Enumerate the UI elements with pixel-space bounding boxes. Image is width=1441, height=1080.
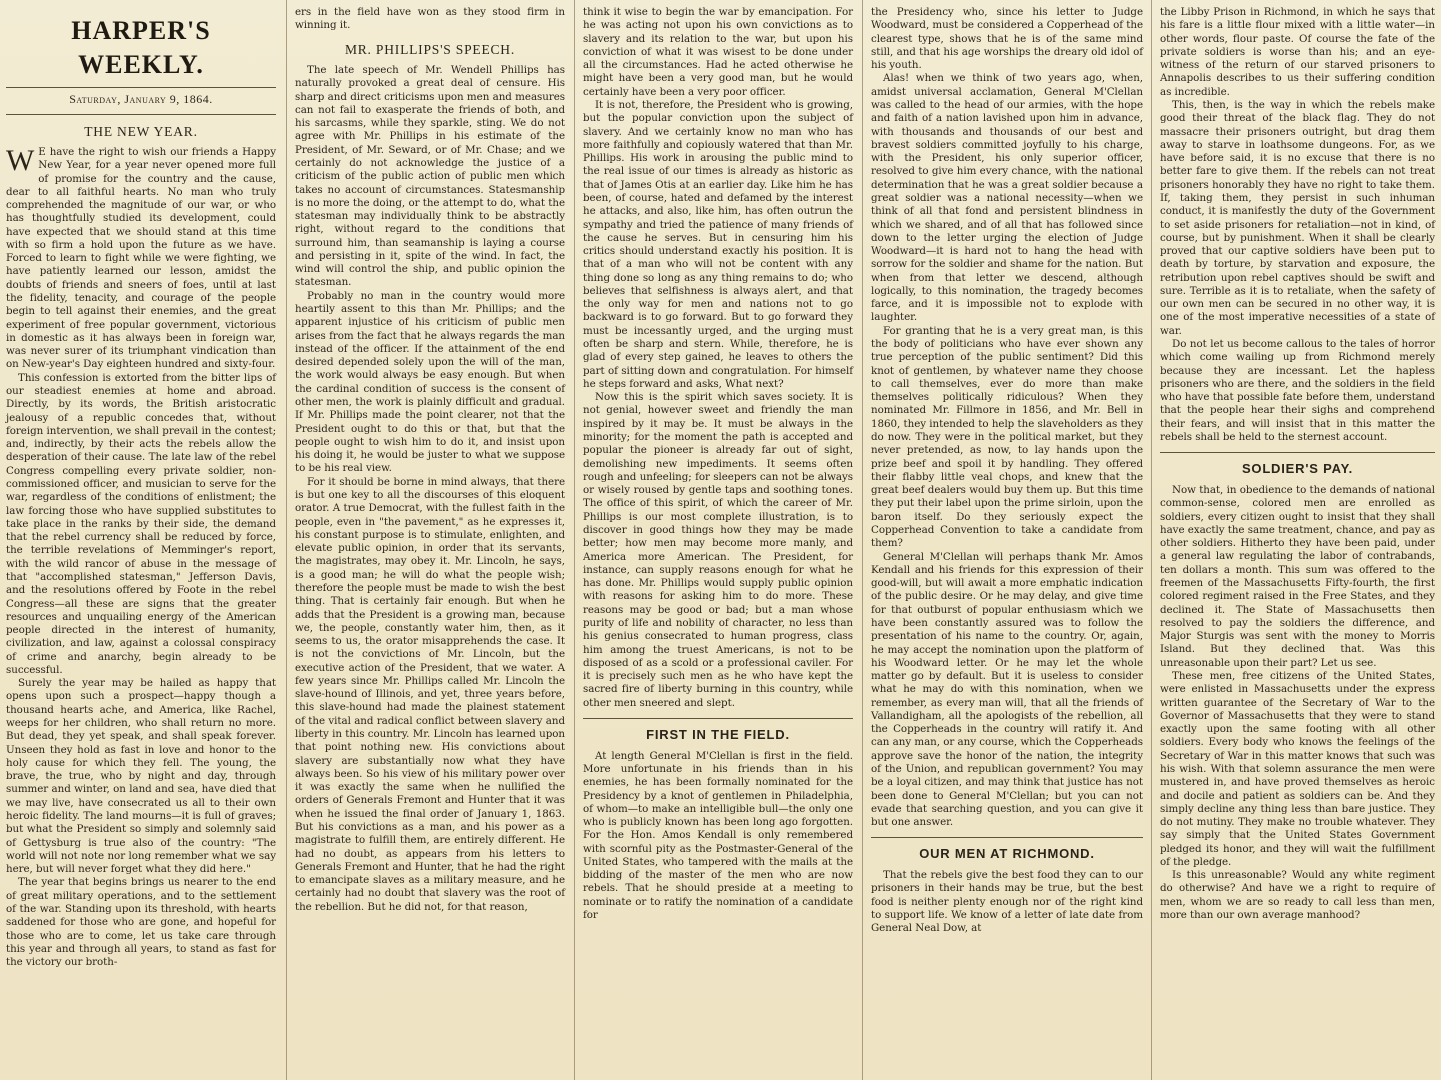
article-paragraph: Now this is the spirit which saves society. It is not genial, however sweet and friendly the man inspired by it may be. It must be always in the minority; for the moment the path is accepted and popular the pioneer is already far out of sight, demolishing new impediments. It seems often rough and unfeeling; for sleepers can not be always or wisely roused by gentle taps and soothing tones. The office of this spirit, of which the career of Mr. Phillips is our most complete illustration, is to discover in good things how they may be made better; how men may become more manly, and America more American. The President, for instance, can supply reasons enough for what he has done. Mr. Phillips would supply public opinion with reasons for asking him to do more. These reasons may be good or bad; but a man whose purity of life and nobility of character, no less than his genius consecrated to human progress, class him among the truest Americans, is not to be disposed of as a scold or a professional caviler. For it is precisely such men as he who have kept the sacred fire of liberty burning in this country, while other men sneered and slept. <box>583 391 853 709</box>
article-paragraph <box>6 143 276 372</box>
column-divider <box>862 0 863 1080</box>
column-3 <box>577 0 859 1080</box>
article-paragraph: Alas! when we think of two years ago, when, amidst universal acclamation, General M'Clellan was called to the head of our armies, with the hope and faith of a nation lavished upon him in advance, with thousands and thousands of our best and bravest soldiers committed joyfully to his charge, with the President, his only superior officer, resolved to give him every chance, with the national determination that he was a great soldier because a great soldier was a national necessity—when we think of all that fond and persistent blindness in which we shared, and of all that has followed since down to the letter urging the election of Judge Woodward—it is hard not to hang the head with sorrow for the soldier and shame for the nation. But when from that letter we descend, although logically, to this nomination, the tragedy becomes farce, and it is impossible not to explode with laughter. <box>871 72 1143 324</box>
article-paragraph: Is this unreasonable? Would any white regiment do otherwise? And have we a right to require of men, whom we are so ready to call less than men, more than our own average manhood? <box>1160 869 1435 922</box>
article-paragraph: This confession is extorted from the bitter lips of our steadiest enemies at home and abroad. Directly, by its words, the British aristocratic jealousy of a republic concedes that, without foreign intervention, we shall prevail in the contest; and, indirectly, by their acts the rebels allow the desperation of their cause. The late law of the rebel Congress compelling every private soldier, non-commissioned officer, and musician to serve for the war, regardless of the conditions of enlistment; the law forcing those who have supplied substitutes to take place in the ranks by their side, the demand that the rebel currency shall be reduced by force, the terrible revelations of Memminger's report, with the wild rancor of abuse in the message of that "accomplished statesman," Jefferson Davis, and the resolutions offered by Foote in the rebel Congress—all these are signs that the greater resources and unquailing energy of the American people directed in the interest of humanity, civilization, and law, against a colossal conspiracy of crime and anarchy, begin already to be successful. <box>6 371 276 676</box>
masthead-rule <box>6 87 276 88</box>
article-paragraph: For it should be borne in mind always, that there is but one key to all the discourses of this eloquent orator. A true Democrat, with the fullest faith in the people, even in "the pavement," as he expresses it, his constant purpose is to stimulate, enlighten, and elevate public opinion, in order that its servants, the magistrates, may obey it. Mr. Lincoln, he says, is a good man; he will do what the people wish; therefore the people must be made to wish the best thing. That is certainly fair enough. But when he adds that the President is a growing man, because we, the people, constantly water him, then, as it seems to us, the orator misapprehends the case. It is not the convictions of Mr. Lincoln, but the executive action of the President, that we water. A few years since Mr. Phillips called Mr. Lincoln the slave-hound of Illinois, and yet, three years before, this slave-hound had made the plainest statement of the vital and radical conflict between slavery and liberty in this country. Mr. Lincoln has learned upon that point nothing new. His convictions about slavery are substantially now what they have always been. So his view of his military power over it was exactly the same when he nullified the orders of Generals Fremont and Hunter that it was when he issued the final order of January 1, 1863. But his convictions as a man, and his power as a magistrate to fulfill them, are entirely different. He had no doubt, as appears from his letters to Generals Fremont and Hunter, that he had the right to emancipate slaves as a military measure, and he certainly had no doubt that slavery was the root of the rebellion. But he did not, for that reason, <box>295 475 565 913</box>
article-paragraph: the Libby Prison in Richmond, in which he says that his fare is a little flour mixed with a little water—in other words, flour paste. Of course the fate of the private soldiers is worse than his; and an eye-witness of the return of our starved prisoners to Annapolis describes to us their suffering condition as incredible. <box>1160 6 1435 98</box>
article-title-new-year: THE NEW YEAR. <box>84 123 198 139</box>
column-2 <box>289 0 571 1080</box>
article-paragraph: Probably no man in the country would more heartily assent to this than Mr. Phillips; and the apparent injustice of his criticism of public men arises from the fact that he always regards the man instead of the officer. If the attainment of the end desired depended solely upon the will of the man, the work would always be easy enough. But when the cardinal condition of success is the consent of other men, the work is plainly difficult and gradual. If Mr. Phillips made the point clearer, not that the President ought to do this or that, but that the people ought to wish him to do it, and insist upon his doing it, he would be juster to what we suppose to be his real view. <box>295 289 565 475</box>
article-paragraph: These men, free citizens of the United States, were enlisted in Massachusetts under the express written guarantee of the Secretary of War to the Governor of Massachusetts that they were to stand exactly upon the same footing with all other soldiers. Every body who knows the feelings of the Secretary of War in this matter knows that such was his wish. With that solemn assurance the men were mustered in, and have proved themselves as heroic and docile and patient as soldiers can be. And they simply decline any thing less than bare justice. They do not mutiny. They make no trouble whatever. They say simply that the United States Government pledged its honor, and they will wait the fulfillment of the pledge. <box>1160 669 1435 868</box>
article-paragraph: Do not let us become callous to the tales of horror which come wailing up from Richmond merely because they are incessant. Let the hapless prisoners who are there, and the soldiers in the field who have that possible fate before them, understand that the people hear their sighs and comprehend their fears, and will insist that in this matter the rebels shall be held to the sternest account. <box>1160 338 1435 443</box>
article-paragraph: It is not, therefore, the President who is growing, but the popular conviction upon the subject of slavery. And we certainly know no man who has more faithfully and copiously watered that than Mr. Phillips. His work in arousing the public mind to the real issue of our times is already as historic as that of James Otis at an earlier day. Like him he has been, of course, hated and defamed by the interest he attacks, and also, like him, has often outrun the sympathy and tried the patience of many friends of the cause he serves. But in censuring him his critics should understand exactly his position. It is that of a man who will not be content with any thing done so long as any thing remains to do; who believes that selfishness is always alert, and that the only way for men and nations not to go backward is to go forward. But to go forward they must be incessantly urged, and the urging must often be sharp and stern. While, therefore, he is glad of every step gained, he leaves to others the part of sitting down and congratulation. For himself he steps forward and asks, What next? <box>583 98 853 390</box>
section-rule <box>583 718 853 719</box>
article-paragraph: the Presidency who, since his letter to Judge Woodward, must be considered a Copperhead of the clearest type, shows that he is of the same mind still, and that his age worships the dreary old idol of his youth. <box>871 6 1143 72</box>
column-1 <box>0 0 282 1080</box>
article-paragraph-text: E have the right to wish our friends a Happy New Year, for a year never opened more full of promise for the country and the cause, dear to all faithful hearts. No man who truly comprehended the magnitude of our war, or who has thoughtfully studied its development, could have expected that we should stand at this time with so firm a hold upon the future as we have. Forced to learn to fight while we were fighting, we have patiently learned our lesson, amidst the doubts of friends and sneers of foes, until at last the fidelity, tenacity, and courage of the people begin to tell against their enemies, and the great experiment of free popular government, victorious in domestic as it has always been in foreign war, was never surer of its triumphant vindication than on New-year's Day eighteen hundred and sixty-four. <box>6 145 276 371</box>
article-paragraph: This, then, is the way in which the rebels make good their threat of the black flag. They do not massacre their prisoners outright, but drag them away to starve in loathsome dungeons. For, as we have before said, it is no excuse that there is no better fare to give them. If the rebels can not treat prisoners honorably they have no right to take them. If, taking them, they persist in such inhuman conduct, it is manifestly the duty of the Government to set aside prisoners for retaliation—not in kind, of course, but by punishment. When it shall be clearly proved that our captive soldiers have been put to death by torture, by starvation and exposure, the retribution upon rebel captives should be swift and sure. Terrible as it is to retaliate, when the safety of our own men can be secured in no other way, it is one of the most imperative necessities of a state of war. <box>1160 98 1435 337</box>
article-title-first-in-field: FIRST IN THE FIELD. <box>646 726 790 742</box>
drop-cap: W <box>6 143 35 177</box>
masthead: HARPER'S WEEKLY. <box>71 16 211 79</box>
article-paragraph: think it wise to begin the war by emancipation. For he was acting not upon his own convictions as to slavery and its relation to the war, but upon his conviction of what it was wisest to be done under all the circumstances. Had he acted otherwise he might have been a very good man, but he would certainly have been a very poor officer. <box>583 6 853 98</box>
article-paragraph: Surely the year may be hailed as happy that opens upon such a prospect—happy though a thousand hearts ache, and America, like Rachel, weeps for her children, who shall return no more. But dead, they yet speak, and shall speak forever. Unseen they hold as fast in love and honor to the holy cause for which they fell. The young, the brave, the true, who by night and day, through summer and winter, on land and sea, have died that we may live, have consecrated us all to their own heroic fidelity. The land mourns—it is full of graves; but what the President so simply and solemnly said of Gettysburg is true also of the country: "The world will not note nor long remember what we say here, but will never forget what they did here." <box>6 677 276 876</box>
article-paragraph: The late speech of Mr. Wendell Phillips has naturally provoked a great deal of censure. His sharp and direct criticisms upon men and measures can not fail to exasperate the friends of both, and his sarcasms, while they sparkle, sting. We do not agree with Mr. Phillips in his estimate of the President, of Mr. Seward, or of Mr. Chase; and we certainly do not acknowledge the justice of a criticism of the public action of public men which takes no account of circumstances. Statesmanship is no more the doing, or the attempt to do, what the statesman may individually think to be abstractly right, without regard to the conditions that surround him, than seamanship is laying a course and persisting in it, spite of the wind. In fact, the wind will control the ship, and public opinion the statesman. <box>295 63 565 289</box>
article-title-phillips-speech: MR. PHILLIPS'S SPEECH. <box>344 41 516 57</box>
article-paragraph: That the rebels give the best food they can to our prisoners in their hands may be true, but the best food is neither plenty enough nor of the right kind to support life. We know of a letter of late date from General Neal Dow, at <box>871 869 1143 935</box>
article-title-men-at-richmond: OUR MEN AT RICHMOND. <box>919 846 1095 862</box>
article-paragraph: For granting that he is a very great man, is this the body of politicians who have ever shown any true perception of the public sentiment? Did this knot of gentlemen, by whatever name they choose to call themselves, ever do more than make themselves politically ridiculous? When they nominated Mr. Fillmore in 1856, and Mr. Bell in 1860, they intended to help the slaveholders as they do now. They were in the political market, but they never pretended, as now, to lay hands upon the prize beef and spoil it by handling. They offered their flabby little veal chops, and knew that the great beef dealers would buy them up. But this time they put their label upon the prime sirloin, upon the baron itself. Do they seriously expect the Copperhead Convention to take a candidate from them? <box>871 324 1143 550</box>
column-divider <box>1151 0 1152 1080</box>
article-paragraph: ers in the field have won as they stood firm in winning it. <box>295 6 565 32</box>
section-rule <box>871 837 1143 838</box>
dateline: Saturday, January 9, 1864. <box>69 92 213 107</box>
article-paragraph: Now that, in obedience to the demands of national common-sense, colored men are enrolled as soldiers, every citizen ought to insist that they shall have exactly the same treatment, chance, and pay as other soldiers. Hitherto they have been paid, under a general law regulating the labor of contrabands, ten dollars a month. This sum was offered to the freemen of the Massachusetts Fifty-fourth, the first colored regiment raised in the Free States, and they declined it. The State of Massachusetts then resolved to pay the soldiers the difference, and Major Sturgis was sent with the money to Morris Island. But they declined that. Was this unreasonable upon their part? Let us see. <box>1160 484 1435 669</box>
article-title-soldiers-pay: SOLDIER'S PAY. <box>1241 461 1354 477</box>
article-paragraph: General M'Clellan will perhaps thank Mr. Amos Kendall and his friends for this expression of their good-will, but will await a more emphatic indication of the public desire. Or he may delay, and give time for that outburst of popular enthusiasm which we have been constantly assured was to follow the presentation of his name to the country. Or, again, he may accept the nomination upon the platform of his Woodward letter. Or he may let the whole matter go by default. But it is useless to consider what he may do with this nomination, when we remember, as every man will, that all the friends of Vallandigham, all the apologists of the rebellion, all the Copperheads in the country will ratify it. And can any man, or any course, which the Copperheads approve save the honor of the nation, the integrity of the Union, and republican government? You may be a loyal citizen, and may think that justice has not been done to General M'Clellan; but you can not evade that searching question, and you can give it but one answer. <box>871 550 1143 829</box>
column-divider <box>286 0 287 1080</box>
article-paragraph: At length General M'Clellan is first in the field. More unfortunate in his friends than in his enemies, he has been formally nominated for the Presidency by a knot of gentlemen in Philadelphia, of whom—to make an intelligible bull—the only one who is publicly known has been long ago forgotten. For the Hon. Amos Kendall is only remembered with scornful pity as the Postmaster-General of the United States, who tampered with the mails at the bidding of the master of the men who are now rebels. That he should preside at a meeting to nominate or to ratify the nomination of a candidate for <box>583 749 853 922</box>
column-4 <box>865 0 1149 1080</box>
column-5 <box>1154 0 1441 1080</box>
dateline-rule <box>6 114 276 115</box>
article-paragraph: The year that begins brings us nearer to the end of great military operations, and to the settlement of the war. Standing upon its threshold, with hearts saddened for those who are gone, and hopeful for those who are to come, let us take care through this year and through all years, to stand as fast for the victory our broth- <box>6 876 276 969</box>
section-rule <box>1160 452 1435 453</box>
column-divider <box>574 0 575 1080</box>
